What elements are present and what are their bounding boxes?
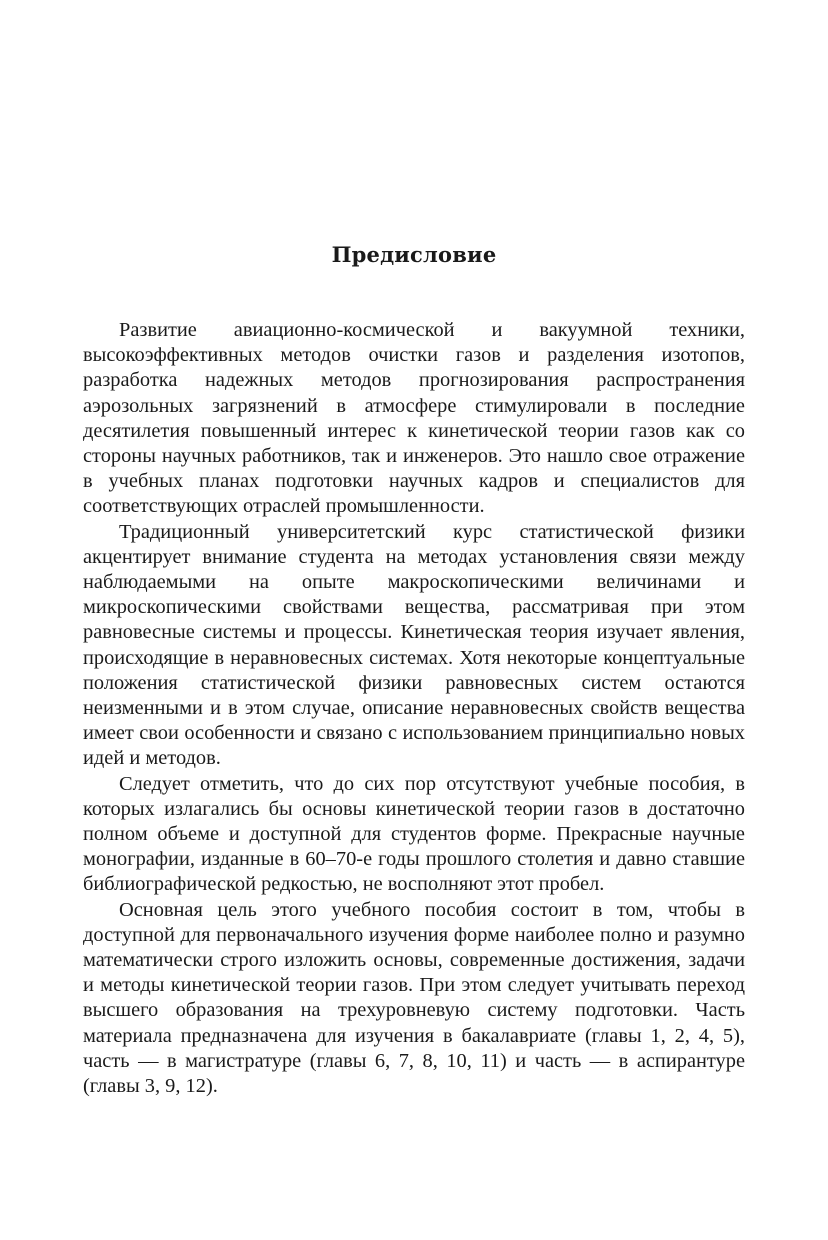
body-text <box>83 318 745 1099</box>
paragraph: Традиционный университетский курс статистической физики акцентирует внимание студента на методах установления связи между наблюдаемыми на опыте макроскопическими величинами и микроскопическими свойствами вещества, рассматривая при этом равновесные системы и процессы. Кинетическая теория изучает явления, происходящие в неравновесных системах. Хотя некоторые концептуальные положения статистической физики равновесных систем остаются неизменными и в этом случае, описание неравновесных свойств вещества имеет свои особенности и связано с использованием принципиально новых идей и методов. <box>83 520 745 770</box>
page-title: Предисловие <box>331 242 497 267</box>
paragraph: Следует отметить, что до сих пор отсутствуют учебные пособия, в которых излагались бы основы кинетической теории газов в достаточно полном объеме и доступной для студентов форме. Прекрасные научные монографии, изданные в 60–70-е годы прошлого столетия и давно ставшие библиографической редкостью, не восполняют этот пробел. <box>83 772 745 896</box>
paragraph: Развитие авиационно-космической и вакуумной техники, высокоэффективных методов очистки газов и разделения изотопов, разработка надежных методов прогнозирования распространения аэрозольных загрязнений в атмосфере стимулировали в последние десятилетия повышенный интерес к кинетической теории газов как со стороны научных работников, так и инженеров. Это нашло свое отражение в учебных планах подготовки научных кадров и специалистов для соответствующих отраслей промышленности. <box>83 319 745 518</box>
paragraph: Основная цель этого учебного пособия состоит в том, чтобы в доступной для первоначального изучения форме наиболее полно и разумно математически строго изложить основы, современные достижения, задачи и методы кинетической теории газов. При этом следует учитывать переход высшего образования на трехуровневую систему подготовки. Часть материала предназначена для изучения в бакалавриате (главы 1, 2, 4, 5), часть — в магистратуре (главы 6, 7, 8, 10, 11) и часть — в аспирантуре (главы 3, 9, 12). <box>83 898 745 1098</box>
